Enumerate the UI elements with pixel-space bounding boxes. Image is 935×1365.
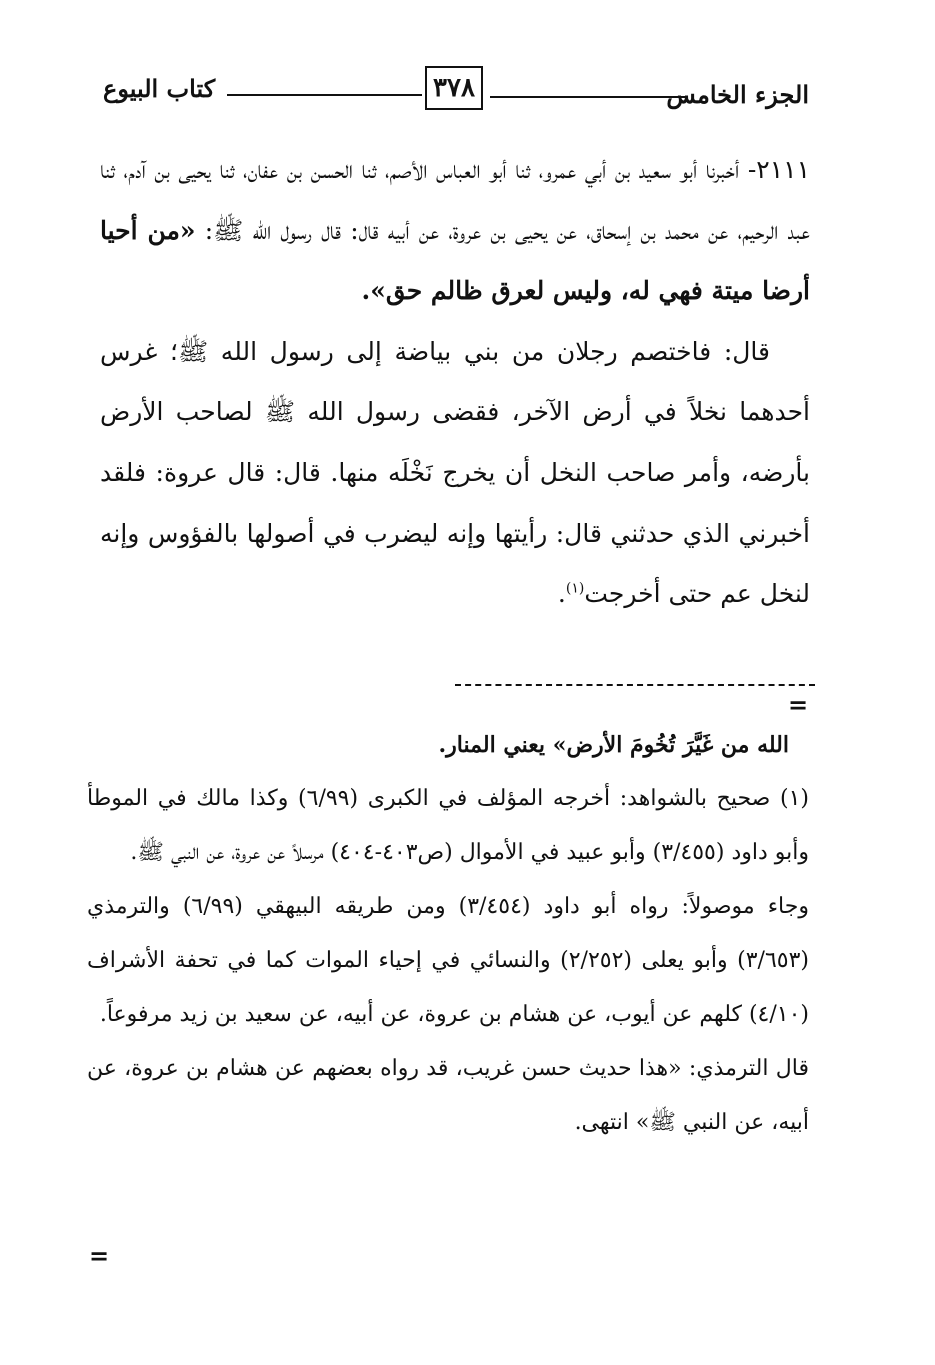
end-continuation-mark: =	[89, 1241, 110, 1270]
footnote-1-para-2: وجاء موصولاً: رواه أبو داود (٣/٤٥٤) ومن طريقه البيهقي (٦/٩٩) والترمذي (٣/٦٥٣) وأبو يعلى (٢/٢٥٢) والنسائي في إحياء الموات كما في تحفة الأشراف (٤/١٠) كلهم عن أيوب، عن هشام بن عروة، عن أبيه، عن سعيد بن زيد مرفوعاً.	[87, 894, 809, 1027]
header-rule-left	[227, 94, 422, 96]
footnote-1-para-3: قال الترمذي: «هذا حديث حسن غريب، قد رواه بعضهم عن هشام بن عروة، عن أبيه، عن النبي ﷺ» انتهى.	[87, 1056, 809, 1135]
hadith-chain: ٢١١١- أخبرنا أبو سعيد بن أبي عمرو، ثنا أبو العباس الأصم، ثنا الحسن بن عفان، ثنا يحيى بن آدم، ثنا عبد الرحيم، عن محمد بن إسحاق، عن يحيى بن عروة، عن أبيه قال: قال رسول الله ﷺ:	[100, 155, 810, 245]
hadith-paragraph	[100, 140, 810, 322]
continuation-mark: =	[788, 690, 809, 719]
story-paragraph	[100, 322, 810, 625]
story-end: .	[557, 579, 566, 609]
page-header	[95, 66, 815, 116]
book-title: كتاب البيوع	[103, 74, 216, 103]
footnote-1: (١) صحيح بالشواهد: أخرجه المؤلف في الكبرى (٦/٩٩) وكذا مالك في الموطأ وأبو داود (٣/٤٥٥) وأبو عبيد في الأموال (ص٤٠٣-٤٠٤) مرسلاً عن عروة، عن النبي ﷺ.	[87, 786, 809, 865]
hadith-quote: «من أحيا أرضا ميتة فهي له، وليس لعرق ظالم حق».	[100, 215, 810, 306]
footnote-ref: (١)	[565, 580, 585, 597]
volume-label: الجزء الخامس	[666, 80, 809, 109]
header-rule-right	[490, 96, 687, 98]
page-number: ٣٧٨	[425, 66, 483, 110]
footnote-continuation: الله من غَيَّرَ تُخُومَ الأرض» يعني المنار.	[438, 732, 789, 758]
footnote-separator	[455, 684, 815, 686]
story-text: قال: فاختصم رجلان من بني بياضة إلى رسول الله ﷺ؛ غرس أحدهما نخلاً في أرض الآخر، فقضى رسول الله ﷺ لصاحب الأرض بأرضه، وأمر صاحب النخل أن يخرج نَخْلَه منها. قال: قال عروة: فلقد أخبرني الذي حدثني قال: رأيتها وإنه ليضرب في أصولها بالفؤوس وإنه لنخل عم حتى أخرجت	[100, 336, 810, 609]
main-text	[100, 140, 810, 625]
footnotes	[87, 718, 809, 1150]
